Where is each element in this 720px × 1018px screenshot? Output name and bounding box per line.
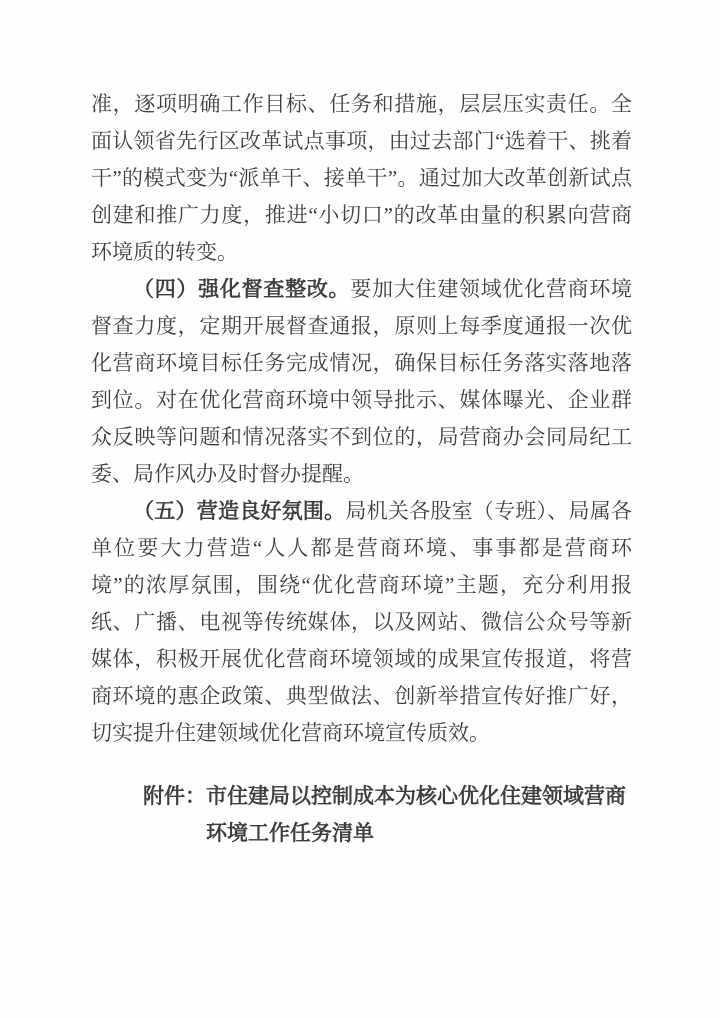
body-paragraph [91, 86, 632, 271]
section-heading: （五）营造良好氛围。 [133, 499, 346, 523]
attachment-note [143, 778, 632, 852]
attachment-label: 附件： [143, 784, 206, 808]
attachment-title: 市住建局以控制成本为核心优化住建领域营商环境工作任务清单 [206, 784, 626, 845]
section-heading: （四）强化督查整改。 [133, 277, 351, 301]
body-paragraph [91, 271, 632, 493]
paragraph-text: 局机关各股室（专班）、局属各单位要大力营造“人人都是营商环境、事事都是营商环境”的浓厚氛围，围绕“优化营商环境”主题，充分利用报纸、广播、电视等传统媒体，以及网站、微信公众号等新媒体，积极开展优化营商环境领域的成果宣传报道，将营商环境的惠企政策、典型做法、创新举措宣传好推广好，切实提升住建领域优化营商环境宣传质效。 [91, 499, 632, 745]
paragraph-text: 要加大住建领域优化营商环境督查力度，定期开展督查通报，原则上每季度通报一次优化营商环境目标任务完成情况，确保目标任务落实落地落到位。对在优化营商环境中领导批示、媒体曝光、企业群众反映等问题和情况落实不到位的，局营商办会同局纪工委、局作风办及时督办提醒。 [91, 277, 633, 486]
body-paragraph [91, 493, 632, 752]
paragraph-text: 准，逐项明确工作目标、任务和措施，层层压实责任。全面认领省先行区改革试点事项，由过去部门“选着干、挑着干”的模式变为“派单干、接单干”。通过加大改革创新试点创建和推广力度，推进“小切口”的改革由量的积累向营商环境质的转变。 [91, 92, 632, 264]
